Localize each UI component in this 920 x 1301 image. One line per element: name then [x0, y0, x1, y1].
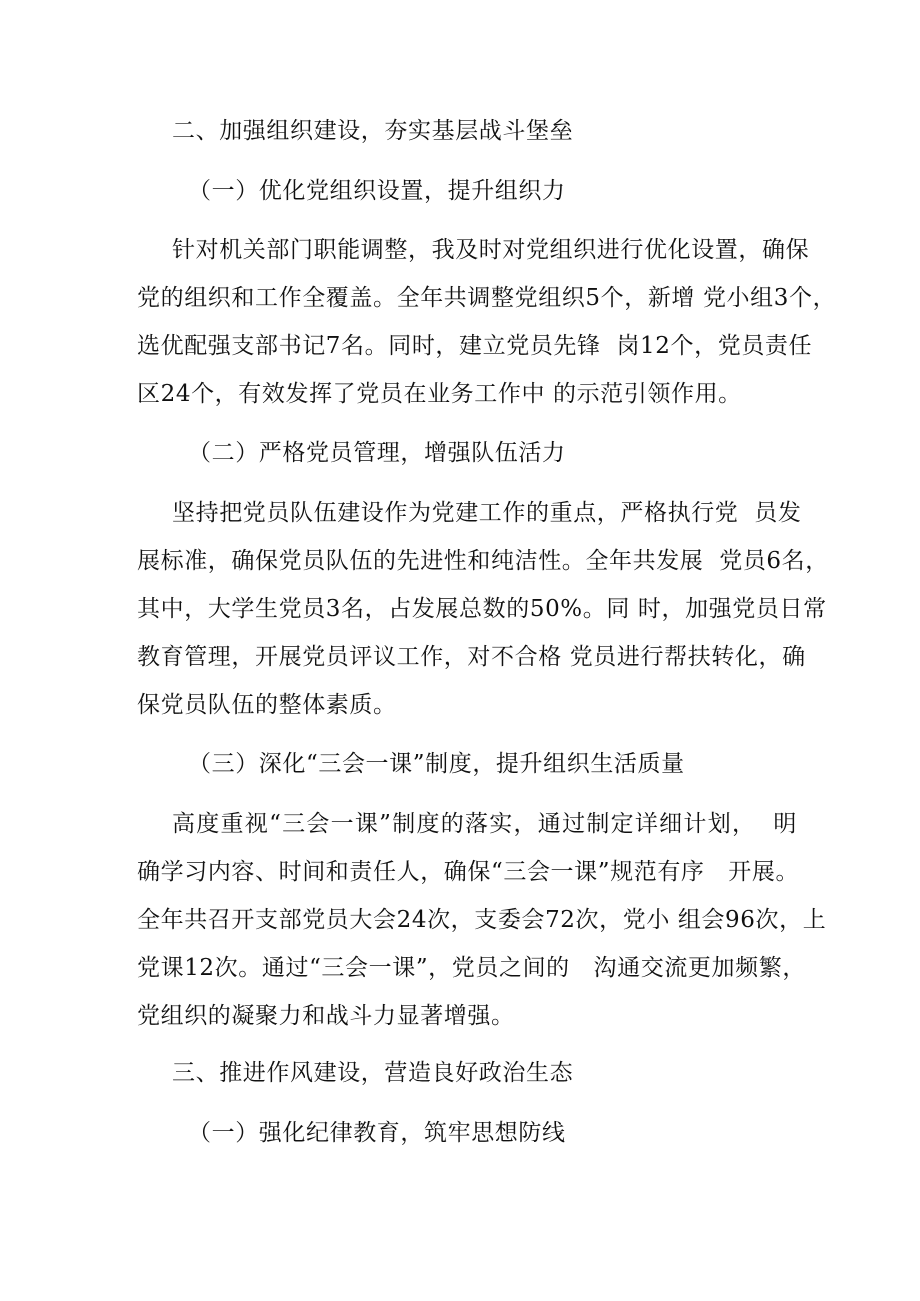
section-heading: 三、推进作风建设，营造良好政治生态 [172, 1060, 574, 1086]
paragraph-line: 其中，大学生党员3名，占发展总数的50%。同 时，加强党员日常 [137, 596, 827, 622]
paragraph-line: 高度重视“三会一课”制度的落实，通过制定详细计划， 明 [172, 811, 797, 837]
paragraph-line: 区24个，有效发挥了党员在业务工作中 的示范引领作用。 [137, 381, 742, 407]
paragraph-line: 党组织的凝聚力和战斗力显著增强。 [137, 1003, 515, 1029]
paragraph-line: 党课12次。通过“三会一课”，党员之间的 沟通交流更加频繁， [137, 955, 806, 981]
paragraph-line: 针对机关部门职能调整，我及时对党组织进行优化设置，确保 [172, 237, 810, 263]
paragraph-line: 确学习内容、时间和责任人，确保“三会一课”规范有序 开展。 [137, 859, 800, 885]
paragraph-line: 选优配强支部书记7名。同时，建立党员先锋 岗12个，党员责任 [137, 333, 813, 359]
subsection-heading: （一）强化纪律教育，筑牢思想防线 [188, 1120, 566, 1146]
paragraph-line: 坚持把党员队伍建设作为党建工作的重点，严格执行党 员发 [172, 500, 802, 526]
subsection-heading: （二）严格党员管理，增强队伍活力 [188, 440, 566, 466]
subsection-heading: （三）深化“三会一课”制度，提升组织生活质量 [188, 751, 685, 777]
paragraph-line: 展标准，确保党员队伍的先进性和纯洁性。全年共发展 党员6名， [137, 548, 829, 574]
section-heading: 二、加强组织建设，夯实基层战斗堡垒 [172, 118, 574, 144]
paragraph-line: 保党员队伍的整体素质。 [137, 692, 397, 718]
paragraph-line: 全年共召开支部党员大会24次，支委会72次，党小 组会96次，上 [137, 907, 827, 933]
paragraph-line: 教育管理，开展党员评议工作，对不合格 党员进行帮扶转化，确 [137, 644, 806, 670]
paragraph-line: 党的组织和工作全覆盖。全年共调整党组织5个，新增 党小组3个， [137, 285, 837, 311]
subsection-heading: （一）优化党组织设置，提升组织力 [188, 178, 566, 204]
